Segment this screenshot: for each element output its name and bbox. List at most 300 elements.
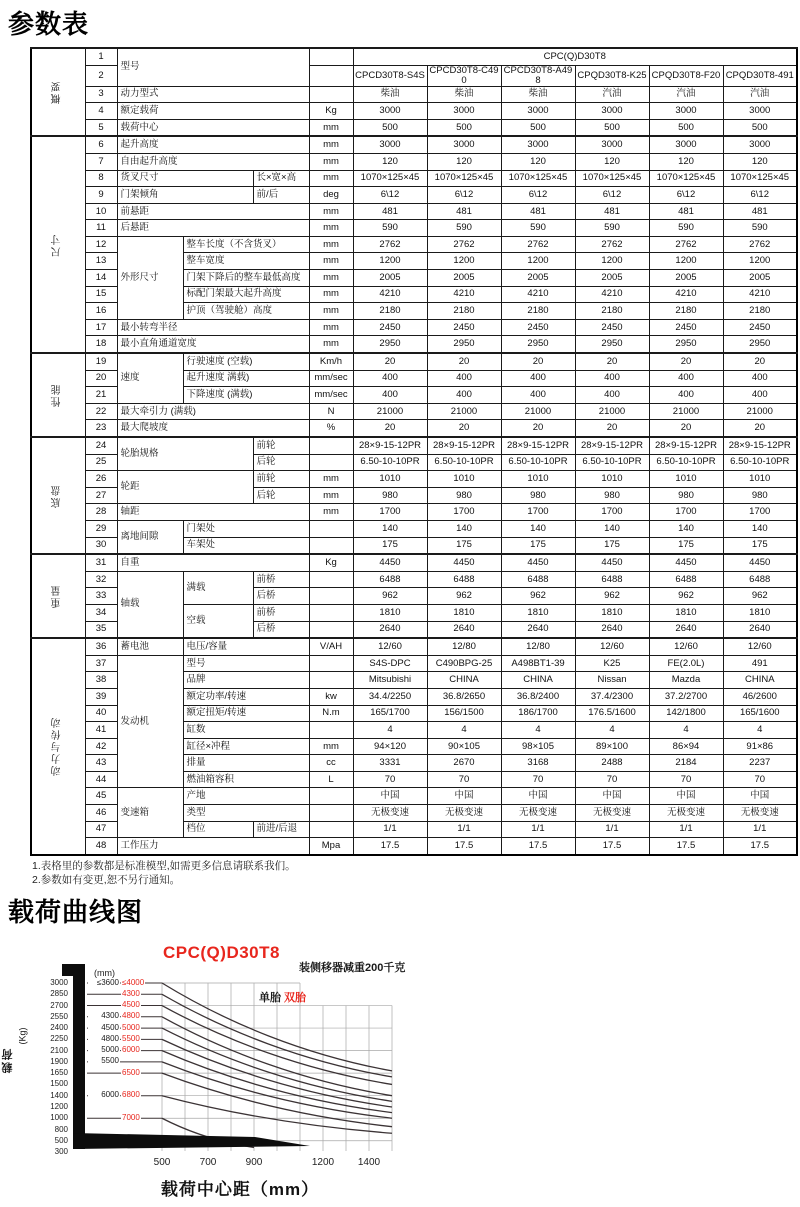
row-label: 缸数: [183, 722, 309, 739]
y-tick-label: 2250: [50, 1034, 68, 1044]
value-cell: 20: [649, 353, 723, 370]
value-cell: CPCD30T8-A498: [501, 65, 575, 86]
row-label: 载荷中心: [117, 119, 309, 136]
row-label: 后轮: [253, 454, 309, 471]
value-cell: 2488: [575, 755, 649, 772]
value-cell: 2005: [427, 270, 501, 287]
row-label: 后桥: [253, 621, 309, 638]
value-cell: 86×94: [649, 738, 723, 755]
value-cell: 3000: [427, 103, 501, 120]
value-cell: 980: [353, 487, 427, 504]
value-cell: 2762: [723, 236, 797, 253]
row-number: 3: [85, 86, 117, 103]
row-number: 37: [85, 655, 117, 672]
value-cell: 6\12: [427, 187, 501, 204]
value-cell: 3000: [723, 136, 797, 153]
value-cell: 4210: [353, 286, 427, 303]
x-axis-title: 载荷中心距（mm）: [160, 1179, 320, 1199]
value-cell: 2180: [353, 303, 427, 320]
value-cell: 汽油: [723, 86, 797, 103]
value-cell: 1200: [353, 253, 427, 270]
value-cell: 2950: [427, 336, 501, 353]
unit-cell: mm/sec: [309, 387, 353, 404]
value-cell: 1070×125×45: [649, 170, 723, 187]
unit-cell: V/AH: [309, 638, 353, 655]
value-cell: 12/80: [427, 638, 501, 655]
unit-cell: Kg: [309, 103, 353, 120]
value-cell: 36.8/2650: [427, 688, 501, 705]
unit-cell: N.m: [309, 705, 353, 722]
row-label: 轴距: [117, 504, 309, 521]
value-cell: 21000: [501, 403, 575, 420]
value-cell: 20: [427, 353, 501, 370]
value-cell: 无极变速: [427, 805, 501, 822]
value-cell: 4210: [723, 286, 797, 303]
value-cell: 481: [723, 203, 797, 220]
value-cell: 1/1: [501, 821, 575, 838]
value-cell: Mazda: [649, 672, 723, 689]
value-cell: 120: [723, 153, 797, 170]
value-cell: 12/60: [575, 638, 649, 655]
value-cell: 2180: [501, 303, 575, 320]
unit-cell: Kg: [309, 554, 353, 571]
row-number: 16: [85, 303, 117, 320]
value-cell: 21000: [575, 403, 649, 420]
value-cell: CHINA: [427, 672, 501, 689]
load-curve-canvas: [0, 935, 800, 1207]
value-cell: 3000: [501, 136, 575, 153]
value-cell: 21000: [353, 403, 427, 420]
value-cell: 2450: [427, 319, 501, 336]
row-label: 起升速度 满载): [183, 370, 309, 387]
row-number: 29: [85, 520, 117, 537]
value-cell: 590: [501, 220, 575, 237]
mast-height-single-label: 4800: [88, 1034, 120, 1043]
row-label: 蓄电池: [117, 638, 183, 655]
value-cell: 6.50-10-10PR: [723, 454, 797, 471]
value-cell: 962: [427, 588, 501, 605]
table-row: [31, 788, 797, 805]
row-number: 36: [85, 638, 117, 655]
unit-cell: mm: [309, 336, 353, 353]
value-cell: 6.50-10-10PR: [501, 454, 575, 471]
value-cell: 37.4/2300: [575, 688, 649, 705]
value-cell: 165/1600: [723, 705, 797, 722]
value-cell: 17.5: [353, 838, 427, 855]
value-cell: 2180: [427, 303, 501, 320]
value-cell: S4S-DPC: [353, 655, 427, 672]
value-cell: 2005: [649, 270, 723, 287]
value-cell: 6488: [353, 571, 427, 588]
value-cell: 980: [427, 487, 501, 504]
value-cell: 1810: [723, 604, 797, 621]
page-title: 参数表: [8, 9, 90, 39]
value-cell: 590: [575, 220, 649, 237]
value-cell: 1010: [723, 471, 797, 488]
row-label: 产地: [183, 788, 309, 805]
value-cell: 2640: [575, 621, 649, 638]
value-cell: 4210: [427, 286, 501, 303]
row-label: 速度: [117, 353, 183, 403]
x-tick-label: 1200: [311, 1156, 335, 1168]
unit-cell: deg: [309, 187, 353, 204]
value-cell: 400: [723, 370, 797, 387]
value-cell: 20: [353, 420, 427, 437]
value-cell: 4: [353, 722, 427, 739]
value-cell: 2762: [353, 236, 427, 253]
value-cell: 6\12: [649, 187, 723, 204]
value-cell: 1010: [427, 471, 501, 488]
value-cell: 2950: [575, 336, 649, 353]
table-row: [31, 170, 797, 187]
value-cell: 2180: [649, 303, 723, 320]
unit-cell: [309, 86, 353, 103]
footnote-1: 1.表格里的参数都是标准模型,如需更多信息请联系我们。: [32, 859, 296, 872]
value-cell: 2450: [353, 319, 427, 336]
unit-cell: [309, 437, 353, 454]
row-label: 行驶速度 (空载): [183, 353, 309, 370]
value-cell: 156/1500: [427, 705, 501, 722]
row-label: 型号: [183, 655, 309, 672]
row-label: 后悬距: [117, 220, 309, 237]
x-tick-label: 500: [153, 1156, 171, 1168]
value-cell: C490BPG-25: [427, 655, 501, 672]
value-cell: 1700: [353, 504, 427, 521]
value-cell: 17.5: [575, 838, 649, 855]
row-label: 前轮: [253, 471, 309, 488]
row-number: 15: [85, 286, 117, 303]
table-row: [31, 471, 797, 488]
value-cell: 1070×125×45: [427, 170, 501, 187]
value-cell: 175: [575, 537, 649, 554]
value-cell: CPCD30T8-C490: [427, 65, 501, 86]
value-cell: 1070×125×45: [575, 170, 649, 187]
row-label: 标配门架最大起升高度: [183, 286, 309, 303]
value-cell: 6\12: [575, 187, 649, 204]
mast-height-dual-label: 5500: [122, 1033, 140, 1043]
value-cell: 500: [353, 119, 427, 136]
mast-height-single-label: 6000: [88, 1090, 120, 1099]
row-number: 2: [85, 65, 117, 86]
row-number: 43: [85, 755, 117, 772]
value-cell: 2950: [723, 336, 797, 353]
value-cell: 70: [649, 771, 723, 788]
row-label: 外形尺寸: [117, 236, 183, 319]
value-cell: 4210: [501, 286, 575, 303]
value-cell: 94×120: [353, 738, 427, 755]
value-cell: 中国: [501, 788, 575, 805]
y-tick-label: 1400: [50, 1090, 68, 1100]
value-cell: 1700: [575, 504, 649, 521]
row-label: 自重: [117, 554, 309, 571]
value-cell: 20: [575, 420, 649, 437]
value-cell: 4450: [501, 554, 575, 571]
y-tick-label: 1650: [50, 1068, 68, 1078]
row-label: 后桥: [253, 588, 309, 605]
mast-height-single-label: 5500: [88, 1056, 120, 1065]
value-cell: 3168: [501, 755, 575, 772]
row-number: 39: [85, 688, 117, 705]
table-row: [31, 136, 797, 153]
value-cell: 17.5: [723, 838, 797, 855]
value-cell: 2762: [649, 236, 723, 253]
value-cell: 165/1700: [353, 705, 427, 722]
value-cell: 无极变速: [723, 805, 797, 822]
value-cell: CPQD30T8-491: [723, 65, 797, 86]
mast-unit-label: (mm): [94, 967, 115, 978]
value-cell: 1810: [649, 604, 723, 621]
value-cell: 28×9-15-12PR: [427, 437, 501, 454]
value-cell: 400: [575, 370, 649, 387]
unit-cell: [309, 48, 353, 65]
value-cell: 400: [501, 387, 575, 404]
row-number: 24: [85, 437, 117, 454]
value-cell: 17.5: [427, 838, 501, 855]
unit-cell: cc: [309, 755, 353, 772]
mast-height-single-label: 4500: [88, 1023, 120, 1032]
unit-cell: mm: [309, 253, 353, 270]
row-label: 满载: [183, 571, 253, 604]
value-cell: 98×105: [501, 738, 575, 755]
value-cell: 500: [649, 119, 723, 136]
row-label: 起升高度: [117, 136, 309, 153]
row-label: 前桥: [253, 604, 309, 621]
value-cell: 21000: [649, 403, 723, 420]
value-cell: 1/1: [649, 821, 723, 838]
value-cell: 2950: [353, 336, 427, 353]
y-tick-label: 3000: [50, 978, 68, 988]
value-cell: 28×9-15-12PR: [575, 437, 649, 454]
table-row: [31, 403, 797, 420]
unit-cell: [309, 805, 353, 822]
row-number: 40: [85, 705, 117, 722]
row-number: 20: [85, 370, 117, 387]
value-cell: 2180: [723, 303, 797, 320]
value-cell: 1200: [575, 253, 649, 270]
value-cell: 2640: [353, 621, 427, 638]
row-label: 前进/后退: [253, 821, 309, 838]
value-cell: CPCD30T8-S4S: [353, 65, 427, 86]
value-cell: 20: [649, 420, 723, 437]
row-label: 轮胎规格: [117, 437, 253, 471]
row-number: 9: [85, 187, 117, 204]
value-cell: 6488: [575, 571, 649, 588]
value-cell: 500: [723, 119, 797, 136]
value-cell: 500: [501, 119, 575, 136]
row-number: 23: [85, 420, 117, 437]
value-cell: 3000: [501, 103, 575, 120]
mast-height-dual-label: 4800: [122, 1011, 140, 1021]
x-tick-label: 700: [199, 1156, 217, 1168]
row-label: 前桥: [253, 571, 309, 588]
value-cell: 1/1: [353, 821, 427, 838]
unit-cell: mm: [309, 220, 353, 237]
y-tick-label: 2550: [50, 1011, 68, 1021]
value-cell: 1700: [427, 504, 501, 521]
value-cell: K25: [575, 655, 649, 672]
group-label: 尺寸: [31, 136, 85, 353]
table-row: [31, 48, 797, 65]
mast-height-dual-label: ≤4000: [122, 977, 145, 987]
value-cell: 无极变速: [649, 805, 723, 822]
value-cell: 6.50-10-10PR: [353, 454, 427, 471]
value-cell: 中国: [353, 788, 427, 805]
row-label: 轴载: [117, 571, 183, 638]
row-label: 整车宽度: [183, 253, 309, 270]
value-cell: 400: [353, 387, 427, 404]
value-cell: 175: [427, 537, 501, 554]
value-cell: FE(2.0L): [649, 655, 723, 672]
value-cell: 21000: [427, 403, 501, 420]
value-cell: 2237: [723, 755, 797, 772]
value-cell: 3331: [353, 755, 427, 772]
value-cell: 120: [575, 153, 649, 170]
value-cell: 70: [501, 771, 575, 788]
table-row: [31, 655, 797, 672]
value-cell: 6488: [723, 571, 797, 588]
mast-height-dual-label: 4300: [122, 988, 140, 998]
value-cell: 34.4/2250: [353, 688, 427, 705]
value-cell: 500: [427, 119, 501, 136]
row-label: 门架下降后的整车最低高度: [183, 270, 309, 287]
row-number: 35: [85, 621, 117, 638]
value-cell: CHINA: [501, 672, 575, 689]
unit-cell: [309, 604, 353, 621]
value-cell: 140: [353, 520, 427, 537]
y-tick-label: 1000: [50, 1113, 68, 1123]
value-cell: 17.5: [501, 838, 575, 855]
value-cell: 2450: [723, 319, 797, 336]
row-number: 41: [85, 722, 117, 739]
unit-cell: [309, 788, 353, 805]
chart-title: CPC(Q)D30T8: [163, 942, 280, 962]
row-number: 19: [85, 353, 117, 370]
row-label: 门架倾角: [117, 187, 253, 204]
row-label: 前/后: [253, 187, 309, 204]
unit-cell: mm: [309, 236, 353, 253]
mast-height-dual-label: 5000: [122, 1022, 140, 1032]
value-cell: 1700: [649, 504, 723, 521]
value-cell: 6\12: [501, 187, 575, 204]
unit-cell: mm: [309, 471, 353, 488]
load-curve-chart: [0, 935, 800, 1207]
value-cell: 481: [353, 203, 427, 220]
value-cell: 120: [501, 153, 575, 170]
value-cell: 1810: [353, 604, 427, 621]
value-cell: 120: [649, 153, 723, 170]
table-row: [31, 520, 797, 537]
value-cell: 汽油: [649, 86, 723, 103]
value-cell: 2670: [427, 755, 501, 772]
x-tick-label: 1400: [357, 1156, 381, 1168]
value-cell: 无极变速: [501, 805, 575, 822]
value-cell: 2950: [501, 336, 575, 353]
row-label: 空载: [183, 604, 253, 638]
unit-cell: mm: [309, 738, 353, 755]
value-cell: 28×9-15-12PR: [501, 437, 575, 454]
mast-height-dual-label: 7000: [122, 1112, 140, 1122]
row-label: 离地间隙: [117, 520, 183, 554]
value-cell: 3000: [427, 136, 501, 153]
table-row: [31, 119, 797, 136]
row-label: 类型: [183, 805, 309, 822]
y-tick-label: 2700: [50, 1000, 68, 1010]
value-cell: 20: [723, 353, 797, 370]
value-cell: 4210: [649, 286, 723, 303]
value-cell: 12/80: [501, 638, 575, 655]
value-cell: 柴油: [353, 86, 427, 103]
value-cell: 590: [427, 220, 501, 237]
series-header-cell: CPC(Q)D30T8: [353, 48, 797, 65]
unit-cell: mm/sec: [309, 370, 353, 387]
value-cell: CPQD30T8-K25: [575, 65, 649, 86]
value-cell: 400: [501, 370, 575, 387]
value-cell: 28×9-15-12PR: [353, 437, 427, 454]
y-tick-label: 2400: [50, 1023, 68, 1033]
row-number: 31: [85, 554, 117, 571]
value-cell: 140: [575, 520, 649, 537]
value-cell: 400: [427, 370, 501, 387]
value-cell: 1/1: [427, 821, 501, 838]
y-axis-unit: (Kg): [17, 1027, 28, 1045]
value-cell: 175: [501, 537, 575, 554]
y-axis-title: 载荷: [2, 1046, 14, 1073]
value-cell: 1700: [501, 504, 575, 521]
row-label: 排量: [183, 755, 309, 772]
y-tick-label: 500: [54, 1135, 68, 1145]
value-cell: 3000: [723, 103, 797, 120]
row-number: 10: [85, 203, 117, 220]
value-cell: 2005: [723, 270, 797, 287]
value-cell: 400: [649, 370, 723, 387]
value-cell: 481: [649, 203, 723, 220]
y-tick-label: 2850: [50, 989, 68, 999]
value-cell: 1700: [723, 504, 797, 521]
value-cell: 6\12: [353, 187, 427, 204]
row-label: 最大爬坡度: [117, 420, 309, 437]
value-cell: 2762: [575, 236, 649, 253]
row-label: 下降速度 (满载): [183, 387, 309, 404]
value-cell: 1200: [649, 253, 723, 270]
value-cell: 2762: [427, 236, 501, 253]
value-cell: 1/1: [575, 821, 649, 838]
value-cell: 1010: [649, 471, 723, 488]
row-label: 额定功率/转速: [183, 688, 309, 705]
value-cell: 980: [575, 487, 649, 504]
value-cell: 962: [649, 588, 723, 605]
value-cell: 70: [723, 771, 797, 788]
row-label: 货叉尺寸: [117, 170, 253, 187]
row-number: 22: [85, 403, 117, 420]
value-cell: 400: [427, 387, 501, 404]
value-cell: 中国: [427, 788, 501, 805]
value-cell: 2640: [501, 621, 575, 638]
unit-cell: [309, 588, 353, 605]
row-label: 额定载荷: [117, 103, 309, 120]
value-cell: 20: [501, 353, 575, 370]
table-row: [31, 103, 797, 120]
value-cell: 4450: [649, 554, 723, 571]
value-cell: 汽油: [575, 86, 649, 103]
value-cell: 1070×125×45: [353, 170, 427, 187]
value-cell: 4210: [575, 286, 649, 303]
row-label: 长×宽×高: [253, 170, 309, 187]
value-cell: 175: [649, 537, 723, 554]
y-tick-label: 2100: [50, 1045, 68, 1055]
row-label: 门架处: [183, 520, 309, 537]
value-cell: A498BT1-39: [501, 655, 575, 672]
y-tick-label: 1900: [50, 1056, 68, 1066]
